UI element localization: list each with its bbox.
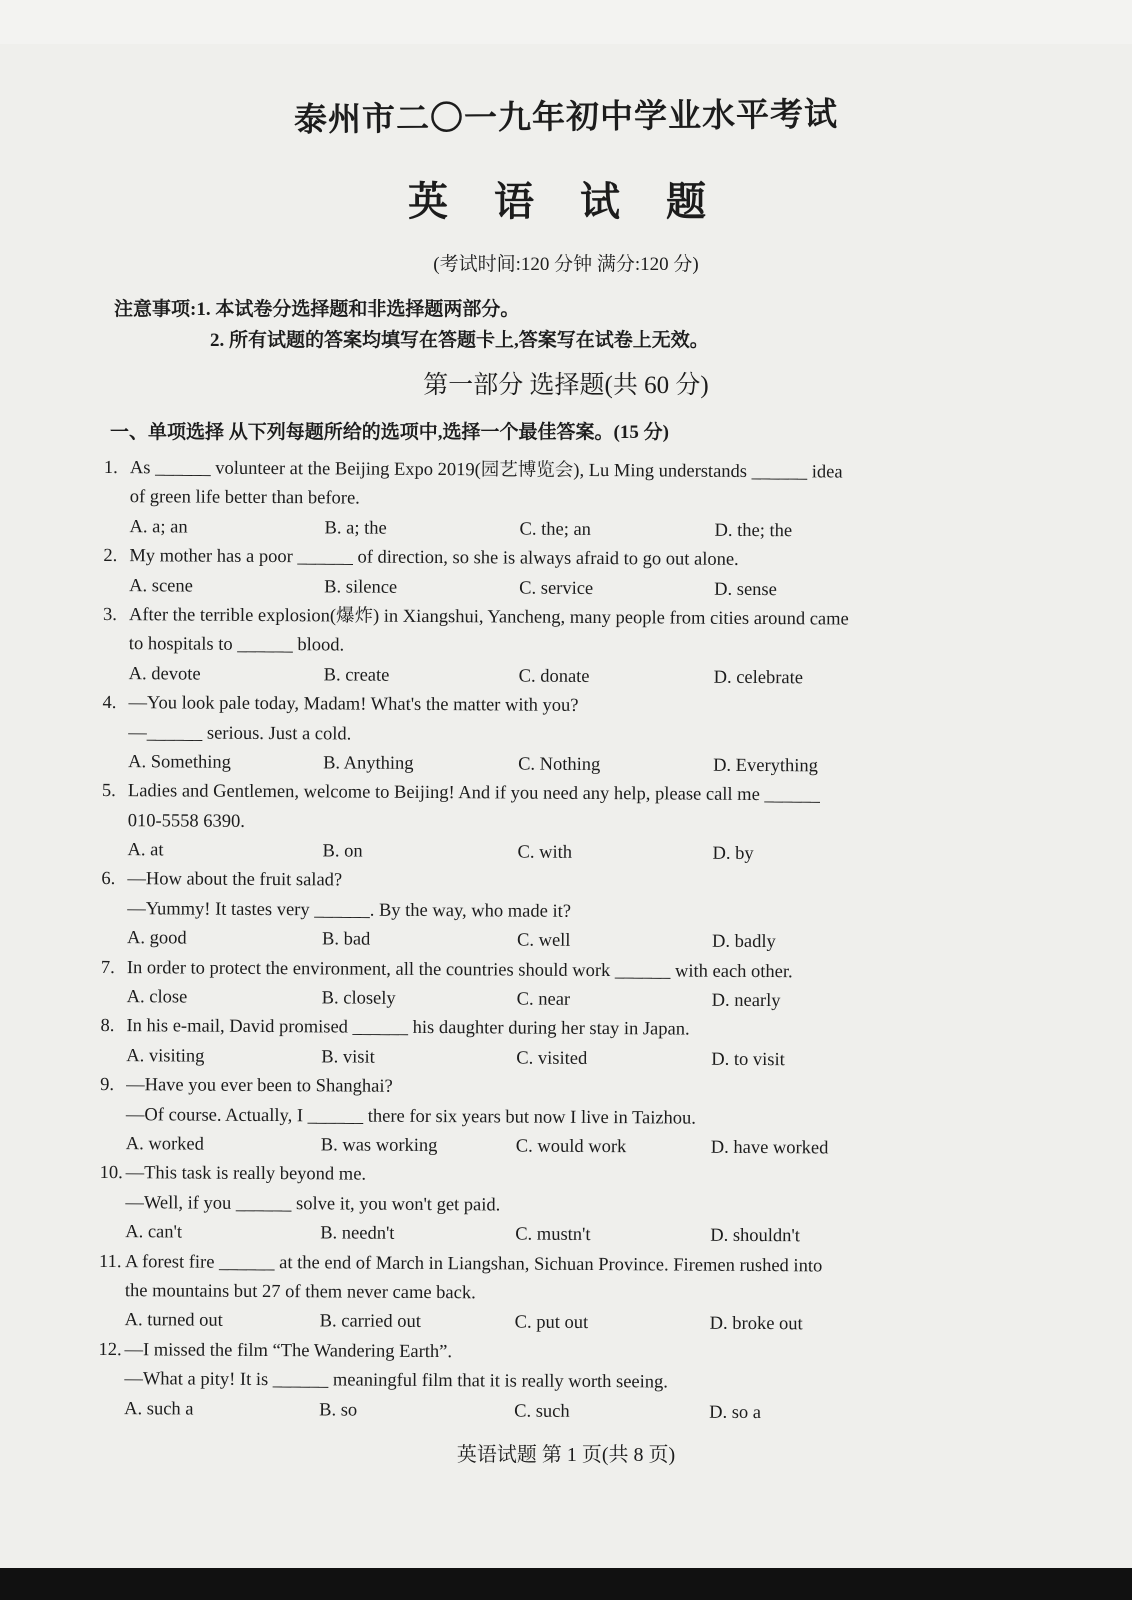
answer-option: A. turned out <box>124 1310 223 1332</box>
answer-option: B. Anything <box>323 753 414 774</box>
question-item <box>102 689 1003 783</box>
question-number: 12. <box>98 1339 122 1360</box>
notice-item-2: 2. 所有试题的答案均填写在答题卡上,答案写在试卷上无效。 <box>210 330 709 351</box>
answer-option: A. worked <box>125 1134 204 1155</box>
question-text: As ______ volunteer at the Beijing Expo 2019(园艺博览会), Lu Ming understands ______ idea <box>129 458 843 483</box>
answer-option: D. the; the <box>714 520 793 541</box>
answer-option: B. so <box>319 1399 358 1421</box>
answer-option: A. devote <box>128 663 201 685</box>
question-item <box>100 1012 1000 1076</box>
question-number: 10. <box>99 1163 123 1184</box>
question-list <box>98 454 1004 1429</box>
answer-option: D. sense <box>714 579 777 600</box>
question-number: 3. <box>102 604 117 626</box>
option-row <box>98 1394 998 1429</box>
question-item <box>101 954 1001 1018</box>
question-text: —What a pity! It is ______ meaningful film that it is really worth seeing. <box>124 1369 668 1393</box>
answer-option: D. celebrate <box>713 667 804 689</box>
question-line <box>102 689 1002 724</box>
question-text: —Have you ever been to Shanghai? <box>126 1075 393 1097</box>
subject-title: 英 语 试 题 <box>408 179 724 224</box>
question-number: 8. <box>100 1016 115 1037</box>
question-item <box>100 1071 1001 1165</box>
question-text: —______ serious. Just a cold. <box>128 722 352 745</box>
answer-option: C. well <box>516 930 571 952</box>
answer-option: A. good <box>126 928 187 949</box>
answer-option: B. bad <box>321 929 371 950</box>
answer-option: C. near <box>516 989 571 1010</box>
question-text: After the terrible explosion(爆炸) in Xiangshui, Yancheng, many people from cities around came <box>128 605 849 630</box>
answer-option: D. to visit <box>711 1049 785 1070</box>
answer-option: C. the; an <box>519 519 592 540</box>
answer-option: C. service <box>519 578 594 599</box>
question-item <box>101 865 1002 959</box>
question-text: —This task is really beyond me. <box>125 1163 367 1185</box>
question-number: 1. <box>103 457 118 479</box>
answer-option: D. broke out <box>709 1314 803 1335</box>
answer-option: C. visited <box>516 1048 588 1069</box>
answer-option: C. Nothing <box>518 754 601 775</box>
answer-option: A. close <box>126 987 188 1008</box>
question-number: 11. <box>99 1251 122 1272</box>
question-text: —You look pale today, Madam! What's the matter with you? <box>128 693 579 717</box>
answer-option: A. scene <box>129 575 193 597</box>
answer-option: B. create <box>323 665 390 686</box>
question-text: —Well, if you ______ solve it, you won't get paid. <box>125 1192 501 1216</box>
question-text: My mother has a poor ______ of direction, so she is always afraid to go out alone. <box>129 546 739 571</box>
question-text: In order to protect the environment, all the countries should work ______ with each other. <box>126 957 793 982</box>
part-heading: 第一部分 选择题(共 60 分) <box>423 372 709 399</box>
question-number: 4. <box>102 693 117 714</box>
question-text: A forest fire ______ at the end of March in Liangshan, Sichuan Province. Firemen rushed into <box>125 1251 823 1276</box>
answer-option: B. a; the <box>324 518 387 539</box>
question-number: 6. <box>101 869 116 890</box>
answer-option: A. can't <box>125 1222 183 1243</box>
answer-option: D. so a <box>709 1402 762 1423</box>
answer-option: D. have worked <box>710 1137 829 1159</box>
question-item <box>101 777 1002 871</box>
answer-option: D. shouldn't <box>710 1225 800 1247</box>
answer-option: A. Something <box>128 752 231 773</box>
question-text: In his e-mail, David promised ______ his daughter during her stay in Japan. <box>126 1016 690 1041</box>
answer-option: B. on <box>322 841 363 862</box>
exam-title: 泰州市二〇一九年初中学业水平考试 <box>293 97 839 139</box>
answer-option: B. was working <box>320 1135 438 1157</box>
answer-option: D. badly <box>711 931 776 953</box>
question-item <box>103 454 1004 548</box>
notice <box>114 294 709 356</box>
answer-option: A. at <box>127 840 164 861</box>
question-item <box>103 542 1003 606</box>
notice-item-1: 注意事项:1. 本试卷分选择题和非选择题两部分。 <box>114 299 520 320</box>
answer-option: C. donate <box>518 666 590 687</box>
answer-option: D. by <box>712 843 754 865</box>
answer-option: B. closely <box>321 988 396 1009</box>
option-row <box>99 1218 999 1253</box>
exam-meta: (考试时间:120 分钟 满分:120 分) <box>433 254 699 275</box>
answer-option: C. such <box>514 1401 570 1422</box>
answer-option: B. needn't <box>320 1223 395 1244</box>
answer-option: A. visiting <box>126 1045 205 1067</box>
question-number: 5. <box>101 781 116 802</box>
answer-option: A. a; an <box>129 516 188 538</box>
question-text: Ladies and Gentlemen, welcome to Beijing! And if you need any help, please call me ______ <box>127 781 821 806</box>
question-number: 9. <box>100 1075 115 1096</box>
question-item <box>99 1159 1000 1253</box>
answer-option: A. such a <box>124 1398 194 1420</box>
scan-edge <box>0 1568 1132 1600</box>
question-text: to hospitals to ______ blood. <box>128 634 345 656</box>
answer-option: D. nearly <box>711 990 781 1012</box>
answer-option: B. visit <box>321 1047 375 1068</box>
answer-option: C. with <box>517 842 573 863</box>
page-footer: 英语试题 第 1 页(共 8 页) <box>456 1444 676 1466</box>
answer-option: C. put out <box>514 1312 589 1334</box>
answer-option: B. silence <box>324 576 398 598</box>
question-text: —I missed the film “The Wandering Earth”. <box>124 1339 453 1362</box>
question-item <box>99 1248 1000 1342</box>
answer-option: D. Everything <box>713 755 818 777</box>
question-text: —Of course. Actually, I ______ there for six years but now I live in Taizhou. <box>125 1104 697 1129</box>
question-number: 7. <box>100 957 115 978</box>
question-text: of green life better than before. <box>129 487 360 509</box>
question-text: 010-5558 6390. <box>127 810 245 832</box>
question-text: the mountains but 27 of them never came back. <box>124 1281 476 1304</box>
section-heading: 一、单项选择 从下列每题所给的选项中,选择一个最佳答案。(15 分) <box>110 422 669 443</box>
question-text: —How about the fruit salad? <box>127 869 343 891</box>
question-item <box>103 601 1004 695</box>
answer-option: C. would work <box>515 1136 627 1158</box>
question-number: 2. <box>103 546 118 567</box>
answer-option: B. carried out <box>319 1311 421 1333</box>
question-item <box>98 1336 999 1430</box>
answer-option: C. mustn't <box>515 1224 591 1246</box>
question-text: —Yummy! It tastes very ______. By the way, who made it? <box>127 899 572 922</box>
